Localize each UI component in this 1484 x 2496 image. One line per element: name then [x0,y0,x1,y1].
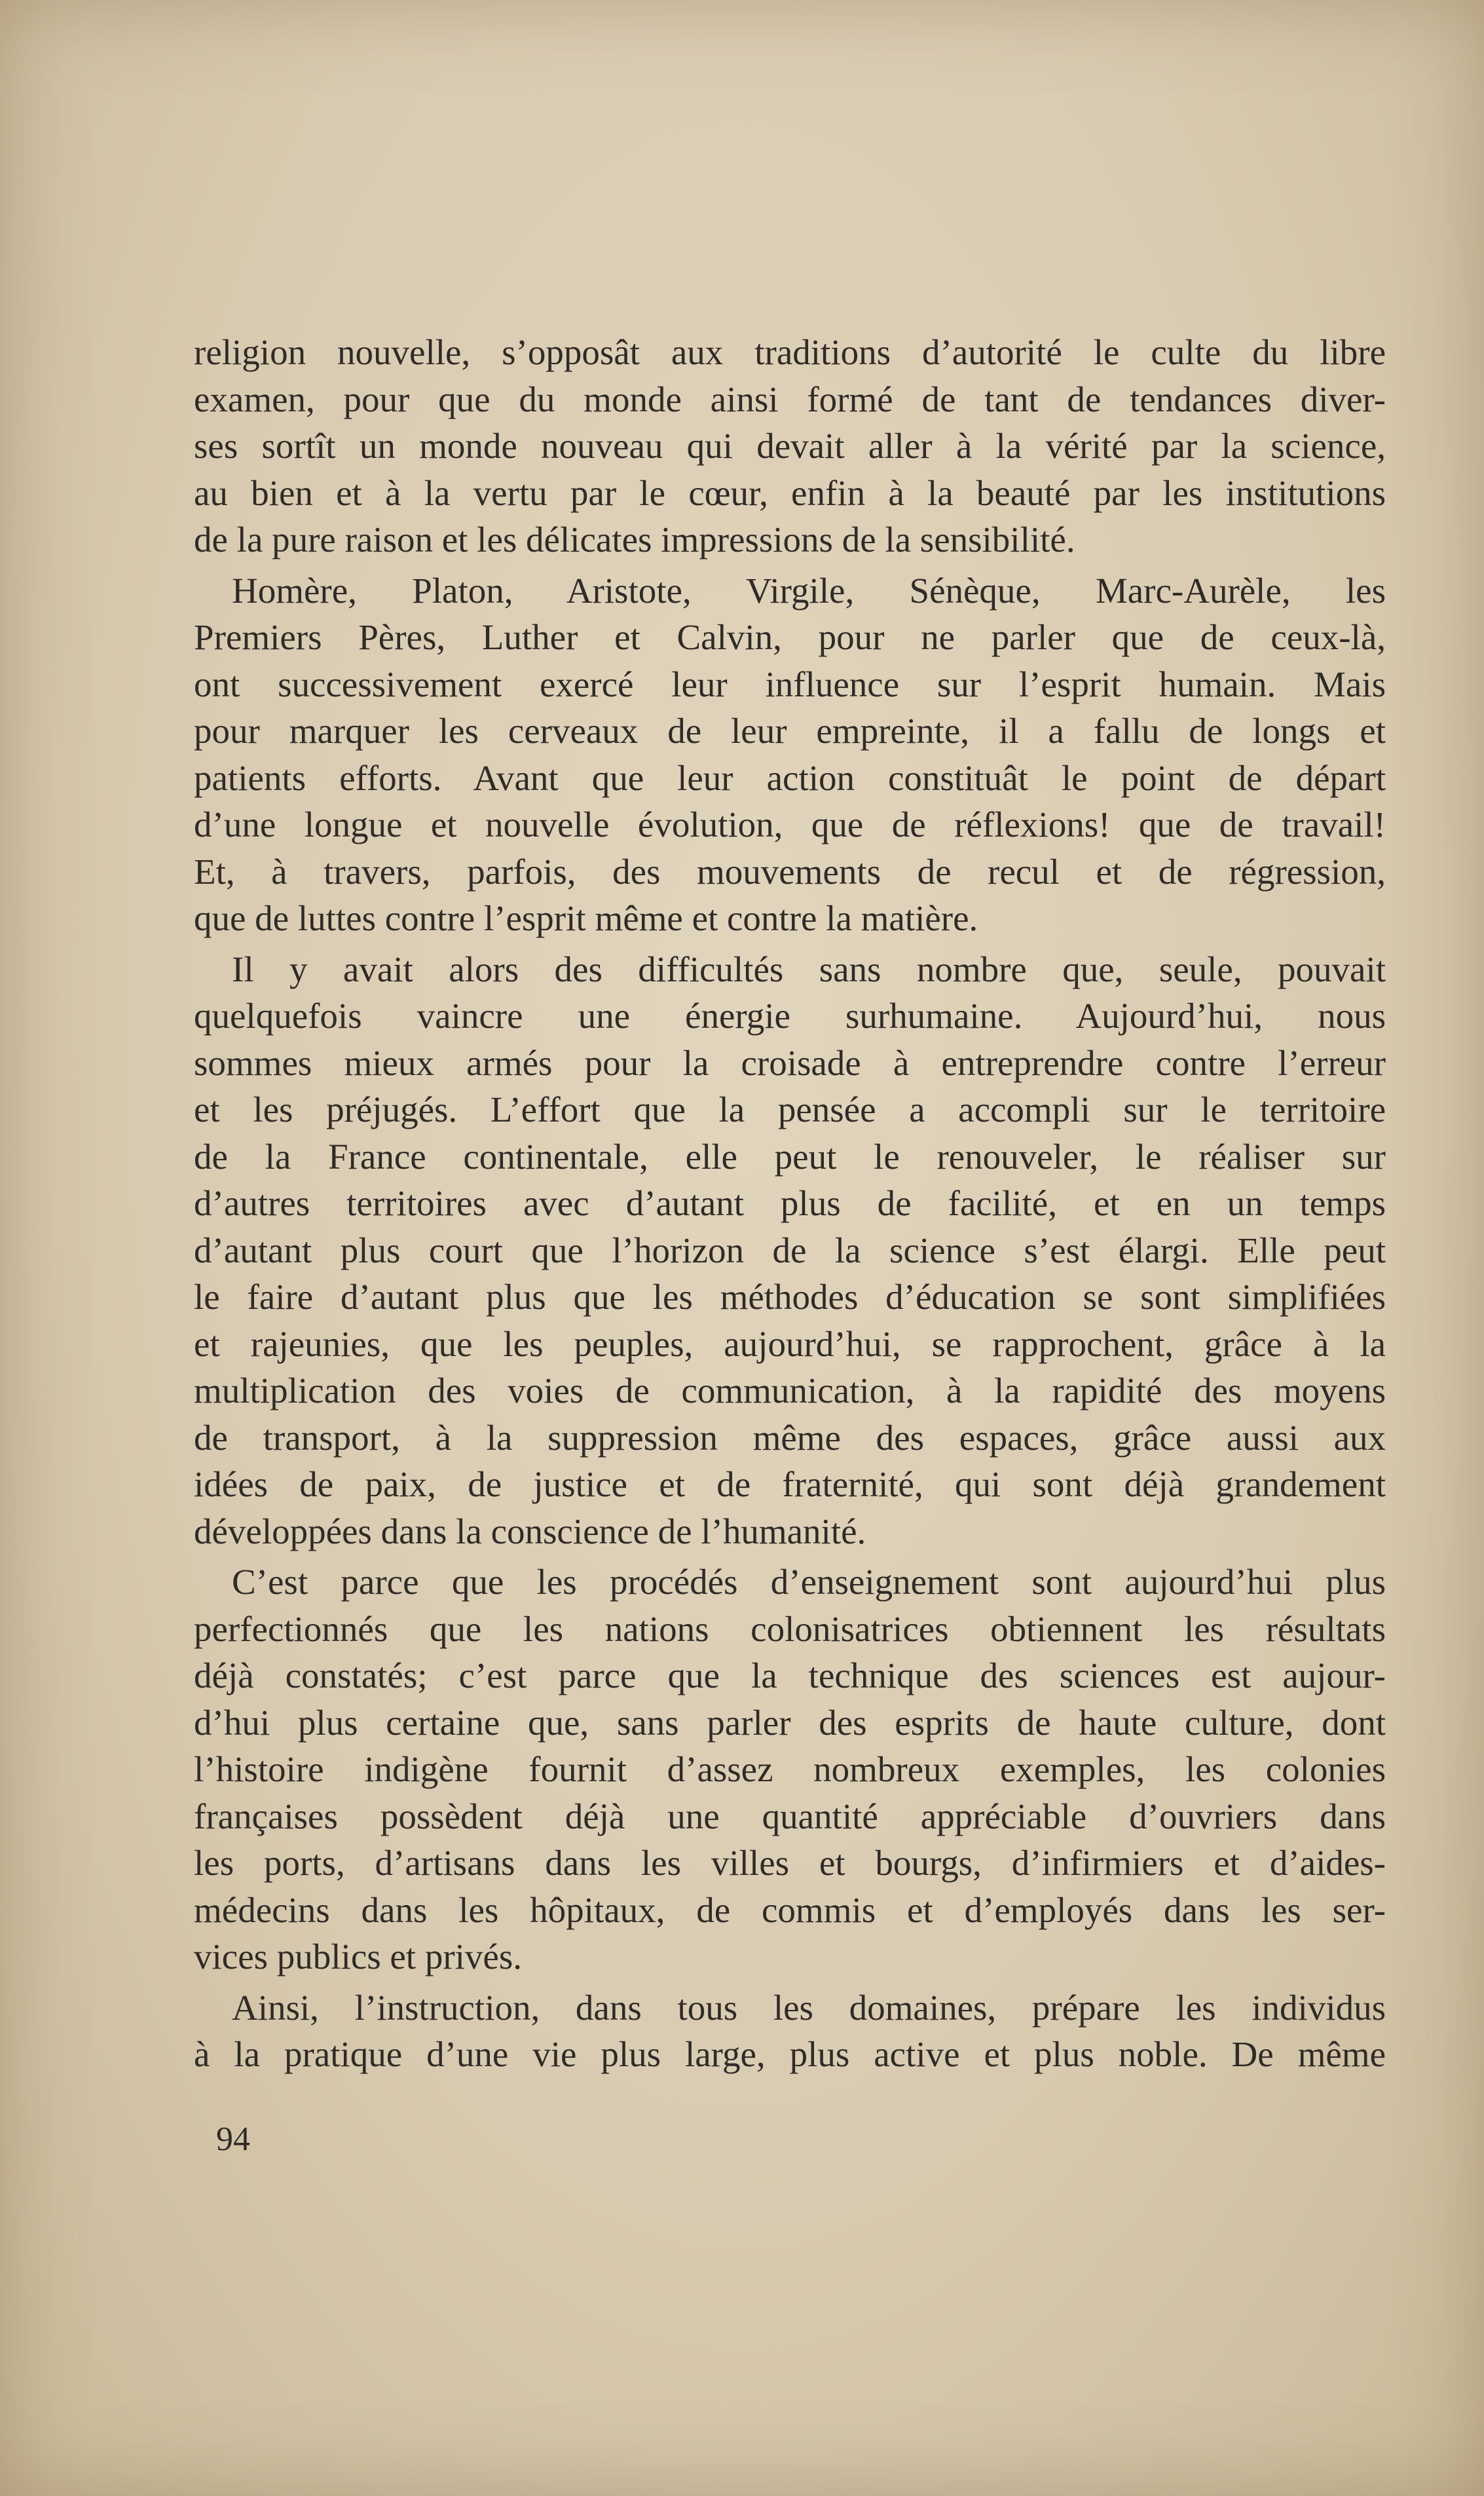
text-line: Ainsi, l’instruction, dans tous les domaines, prépare les individus [232,1987,1386,2028]
text-line: ont successivement exercé leur influence sur l’esprit humain. Mais [194,664,1386,704]
text-line: les ports, d’artisans dans les villes et bourgs, d’infirmiers et d’aides- [194,1843,1386,1883]
paragraph [194,329,1386,563]
text-line: Il y avait alors des difficultés sans nombre que, seule, pouvait [232,949,1386,989]
text-line: vices publics et privés. [194,1937,522,1976]
text-line: de la pure raison et les délicates impressions de la sensibilité. [194,520,1075,559]
text-line: d’autant plus court que l’horizon de la science s’est élargi. Elle peut [194,1230,1386,1270]
text-line: sommes mieux armés pour la croisade à entreprendre contre l’erreur [194,1042,1386,1083]
text-line: perfectionnés que les nations colonisatrices obtiennent les résultats [194,1608,1386,1649]
text-line: de la France continentale, elle peut le renouveler, le réaliser sur [194,1136,1386,1177]
paragraph [194,567,1386,942]
text-line: multiplication des voies de communication, à la rapidité des moyens [194,1371,1386,1410]
text-line: françaises possèdent déjà une quantité appréciable d’ouvriers dans [194,1796,1386,1836]
text-line: examen, pour que du monde ainsi formé de tant de tendances diver- [194,379,1386,419]
text-line: d’autres territoires avec d’autant plus de facilité, et en un temps [194,1183,1386,1223]
text-line: Et, à travers, parfois, des mouvements de recul et de régression, [194,851,1386,892]
text-line: l’histoire indigène fournit d’assez nombreux exemples, les colonies [194,1749,1386,1789]
text-line: à la pratique d’une vie plus large, plus active et plus noble. De même [194,2034,1386,2074]
text-line: pour marquer les cerveaux de leur empreinte, il a fallu de longs et [194,711,1386,751]
paragraph [194,1559,1386,1980]
text-line: et les préjugés. L’effort que la pensée a accompli sur le territoire [194,1089,1386,1129]
text-line: idées de paix, de justice et de fraternité, qui sont déjà grandement [194,1464,1386,1504]
paragraph [194,1984,1386,2078]
body-text [194,329,1386,2078]
text-line: et rajeunies, que les peuples, aujourd’hui, se rapprochent, grâce à la [194,1323,1386,1364]
text-line: au bien et à la vertu par le cœur, enfin à la beauté par les institutions [194,472,1386,513]
text-line: le faire d’autant plus que les méthodes d’éducation se sont simplifiées [194,1277,1386,1317]
text-line: religion nouvelle, s’opposât aux traditions d’autorité le culte du libre [194,332,1386,372]
text-line: ses sortît un monde nouveau qui devait aller à la vérité par la science, [194,426,1386,466]
paragraph [194,946,1386,1555]
text-line: déjà constatés; c’est parce que la technique des sciences est aujour- [194,1655,1386,1695]
text-line: de transport, à la suppression même des espaces, grâce aussi aux [194,1417,1386,1458]
text-line: médecins dans les hôpitaux, de commis et d’employés dans les ser- [194,1889,1386,1930]
text-line: patients efforts. Avant que leur action constituât le point de départ [194,757,1386,798]
text-line: Premiers Pères, Luther et Calvin, pour ne parler que de ceux-là, [194,617,1386,657]
text-line: C’est parce que les procédés d’enseignement sont aujourd’hui plus [232,1562,1386,1602]
text-line: d’hui plus certaine que, sans parler des esprits de haute culture, dont [194,1702,1386,1743]
page-number: 94 [216,2121,250,2158]
text-line: que de luttes contre l’esprit même et contre la matière. [194,898,978,938]
text-line: Homère, Platon, Aristote, Virgile, Sénèque, Marc-Aurèle, les [232,570,1386,611]
text-line: quelquefois vaincre une énergie surhumaine. Aujourd’hui, nous [194,996,1386,1036]
text-line: d’une longue et nouvelle évolution, que de réflexions! que de travail! [194,804,1386,844]
text-line: développées dans la conscience de l’humanité. [194,1511,866,1551]
